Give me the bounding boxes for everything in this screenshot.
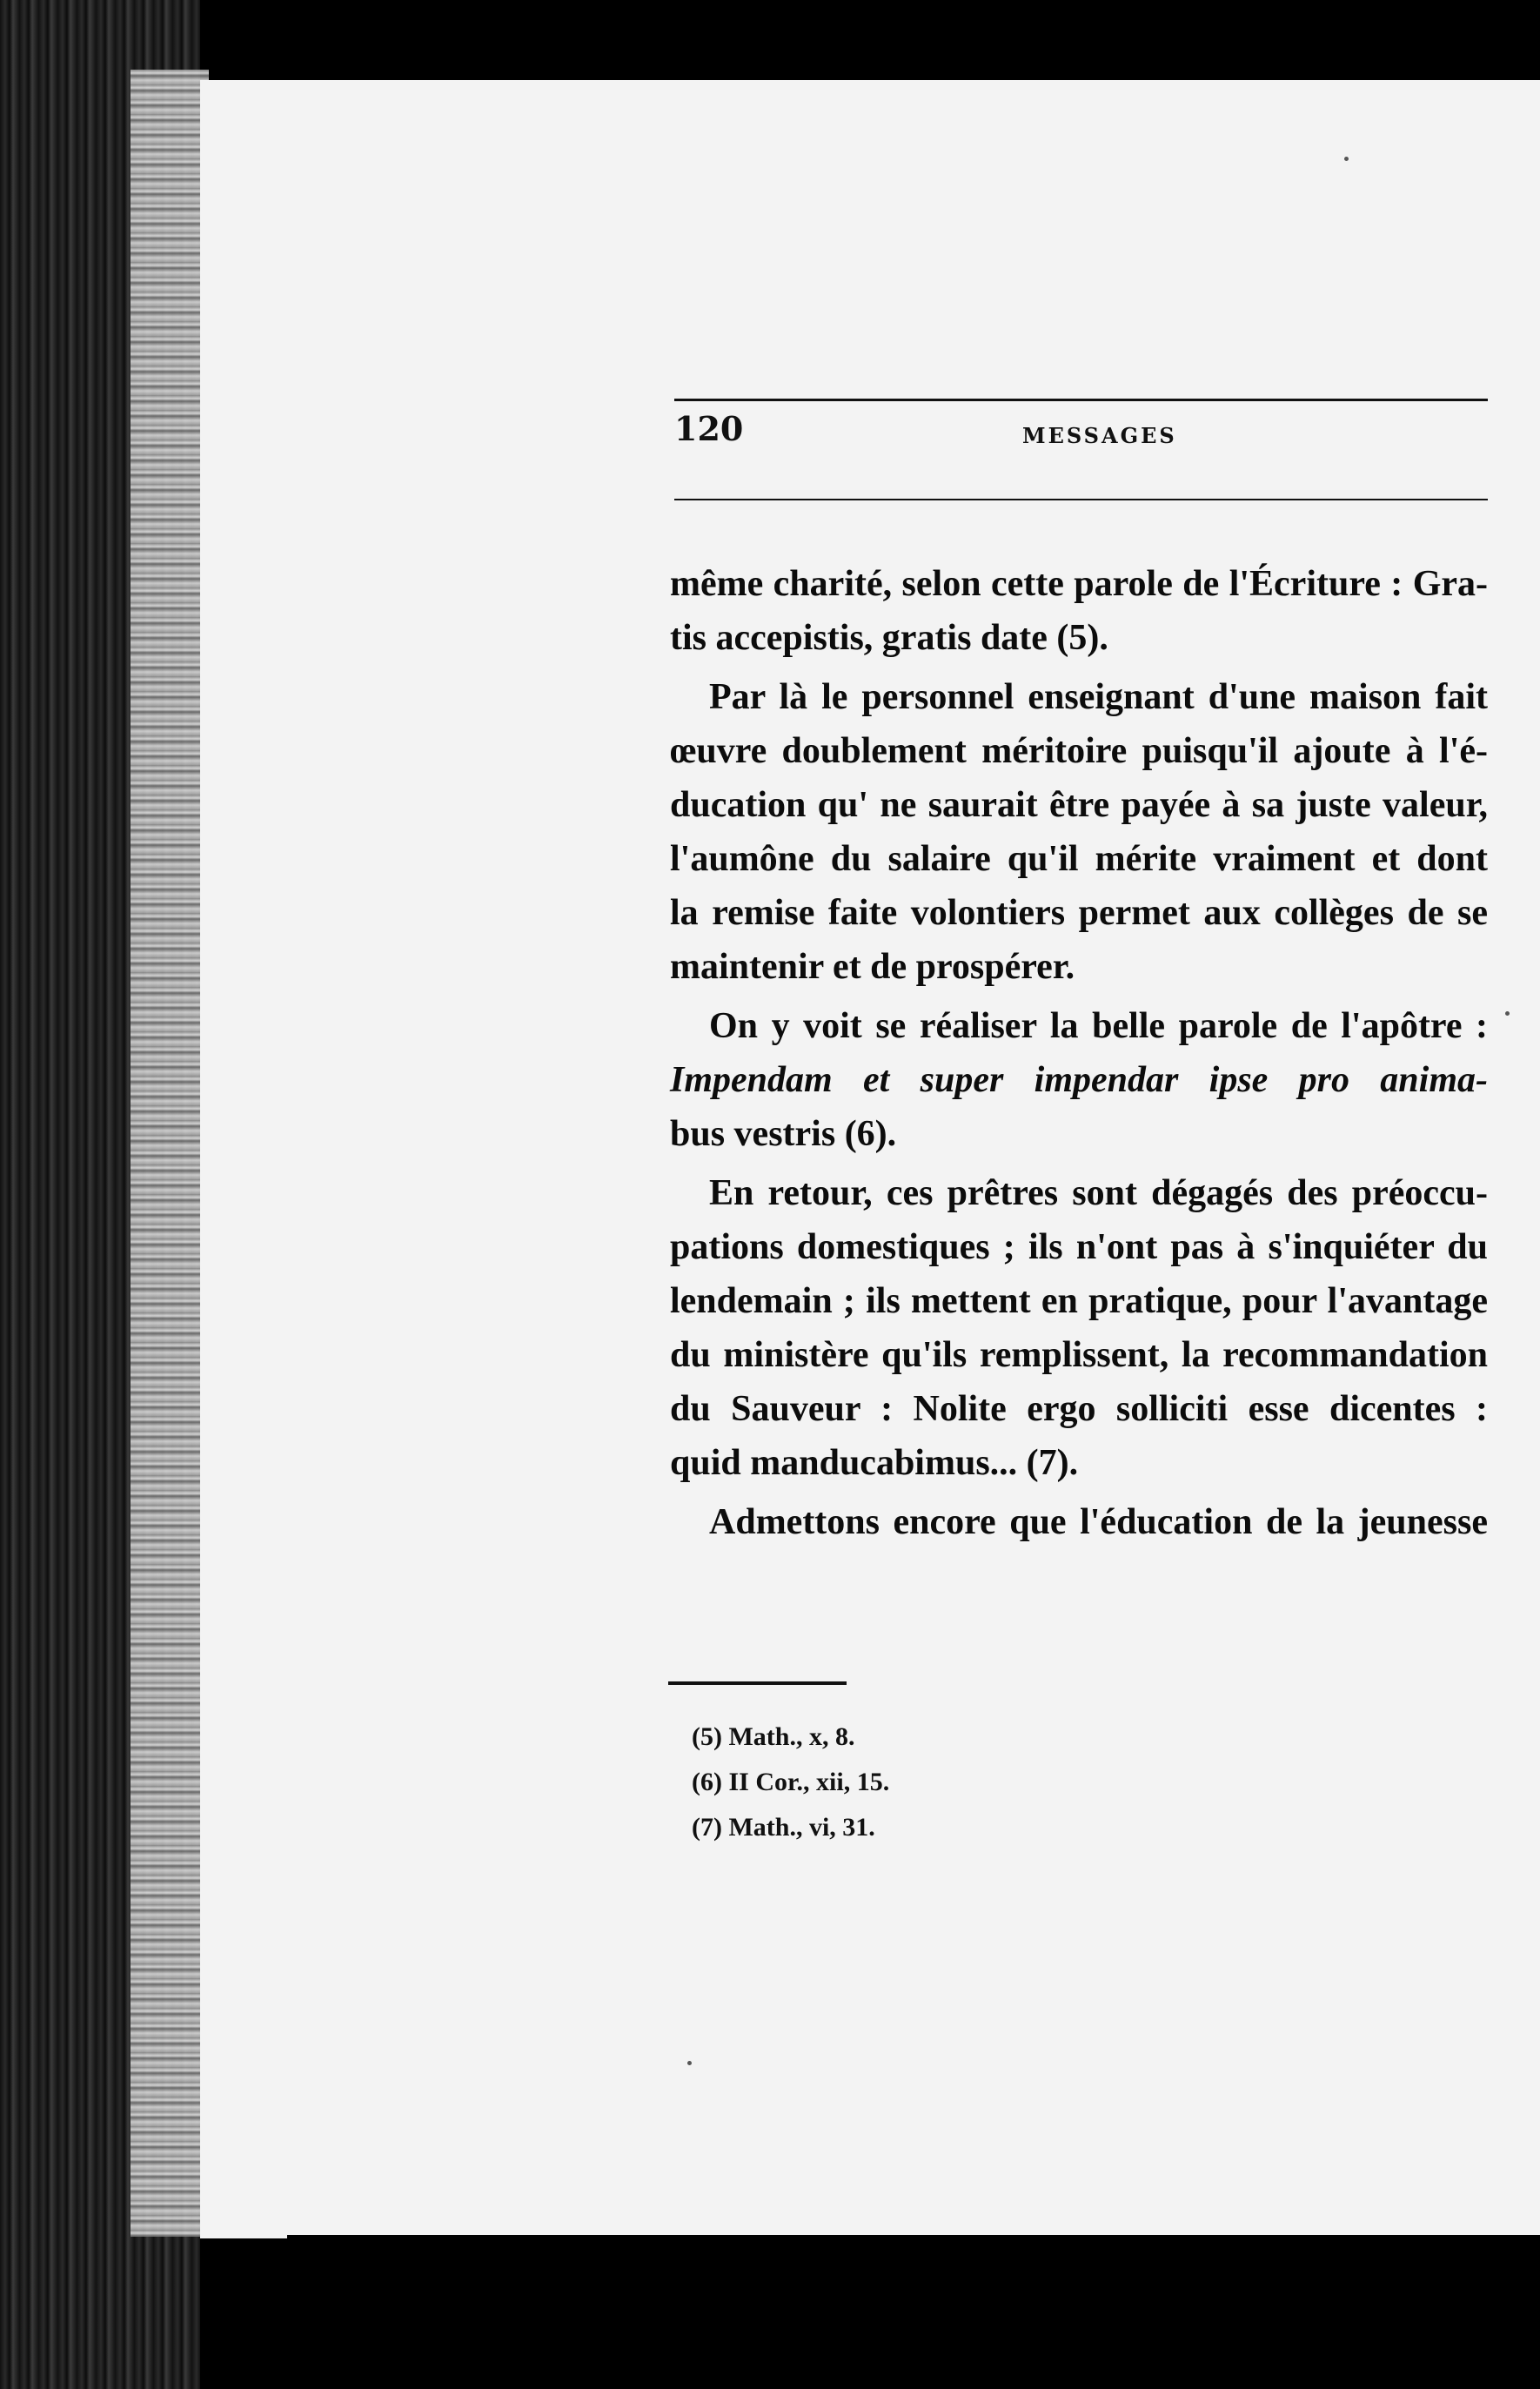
footnote-rule xyxy=(668,1681,847,1685)
footnotes xyxy=(692,1715,1214,1850)
page-gutter-shadow xyxy=(131,70,209,2237)
running-head xyxy=(674,409,1488,461)
text-line: Admettons encore que l'éducation de la jeunesse xyxy=(709,1502,1488,1542)
text-line: l'aumône du salaire qu'il mérite vraiment et dont xyxy=(670,839,1488,879)
page-number: 120 xyxy=(674,409,744,448)
text-line: du Sauveur : Nolite ergo solliciti esse dicentes : xyxy=(670,1389,1488,1429)
text-line: En retour, ces prêtres sont dégagés des préoccu- xyxy=(709,1173,1488,1213)
speck xyxy=(687,2061,692,2065)
footnote: (7) Math., vi, 31. xyxy=(692,1813,875,1842)
speck xyxy=(1344,157,1349,161)
header-bottom-rule xyxy=(674,499,1488,500)
text-line: la remise faite volontiers permet aux collèges de se xyxy=(670,893,1488,933)
text-line: pations domestiques ; ils n'ont pas à s'inquiéter du xyxy=(670,1227,1488,1267)
text-line: même charité, selon cette parole de l'Écriture : Gra- xyxy=(670,564,1488,604)
speck xyxy=(1505,1011,1510,1016)
text-line: On y voit se réaliser la belle parole de l'apôtre : xyxy=(709,1006,1488,1046)
body-text xyxy=(670,557,1488,1549)
text-line: ducation qu' ne saurait être payée à sa juste valeur, xyxy=(670,785,1488,825)
text-line: Par là le personnel enseignant d'une maison fait xyxy=(709,677,1488,717)
scan-bottom-edge xyxy=(287,2235,1540,2389)
text-line: du ministère qu'ils remplissent, la recommandation xyxy=(670,1335,1488,1375)
footnote: (6) II Cor., xii, 15. xyxy=(692,1768,890,1796)
header-top-rule xyxy=(674,399,1488,401)
text-line: quid manducabimus... (7). xyxy=(670,1443,1079,1483)
text-line: tis accepistis, gratis date (5). xyxy=(670,618,1108,658)
text-line: lendemain ; ils mettent en pratique, pour l'avantage xyxy=(670,1281,1488,1321)
text-line: Impendam et super impendar ipse pro anima- xyxy=(670,1060,1488,1100)
text-line: œuvre doublement méritoire puisqu'il ajoute à l'é- xyxy=(670,731,1488,771)
text-line: bus vestris (6). xyxy=(670,1114,897,1154)
text-line: maintenir et de prospérer. xyxy=(670,947,1075,987)
footnote: (5) Math., x, 8. xyxy=(692,1722,855,1751)
running-title: MESSAGES xyxy=(1022,423,1177,448)
